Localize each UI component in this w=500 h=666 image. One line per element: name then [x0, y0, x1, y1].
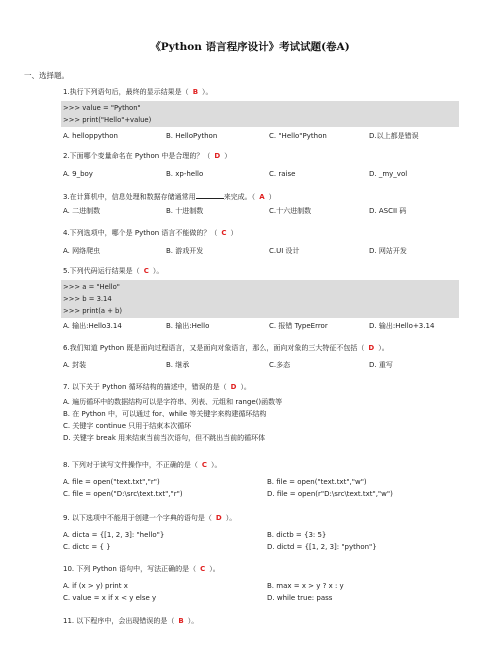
option-c: C. raise — [269, 170, 296, 178]
options-row — [63, 541, 473, 553]
option-b: B. 游戏开发 — [166, 247, 204, 255]
options-row — [63, 168, 473, 180]
option-d: D. 关键字 break 用来结束当前当次语句，但不跳出当前的循环体 — [63, 434, 266, 442]
answer-mark: B — [178, 617, 184, 625]
option-a: A. 网络爬虫 — [63, 247, 101, 255]
option-d: D. while true: pass — [267, 594, 333, 602]
question-text: 9. 以下选项中不能用于创建一个字典的语句是（ D ）。 — [63, 514, 237, 522]
options-row — [63, 580, 473, 592]
options-row — [63, 488, 473, 500]
question-3 — [63, 191, 473, 217]
option-a: A. 封装 — [63, 361, 87, 369]
question-7 — [63, 384, 473, 444]
question-11 — [63, 618, 473, 630]
question-5 — [63, 268, 473, 332]
question-4 — [63, 230, 473, 257]
option-c: C.UI 设计 — [269, 247, 300, 255]
code-block — [61, 101, 459, 127]
question-text: 1.执行下列语句后，最终的显示结果是（ B ）。 — [63, 88, 213, 96]
option-a: A. if (x > y) print x — [63, 582, 128, 590]
question-text: 7. 以下关于 Python 循环结构的描述中，错误的是（ D ）。 — [63, 383, 251, 391]
option-b: B. xp-hello — [166, 170, 204, 178]
option-d: D. 输出:Hello+3.14 — [369, 322, 435, 330]
code-line: >>> b = 3.14 — [63, 295, 112, 303]
question-text: 3.在计算机中，信息处理和数据存储通常用 来完成。（ A ） — [63, 193, 276, 201]
option-d: D. _my_vol — [369, 170, 408, 178]
option-b: B. dictb = {3: 5} — [267, 531, 327, 539]
answer-mark: C — [221, 229, 227, 237]
code-line: >>> print(a + b) — [63, 307, 123, 315]
question-text: 4.下列选项中，哪个是 Python 语言不能做的？（ C ） — [63, 229, 238, 237]
question-1 — [63, 89, 473, 142]
option-d: D. dictd = {[1, 2, 3]: "python"} — [267, 543, 377, 551]
question-text: 11. 以下程序中，会出现错误的是（ B ）。 — [63, 617, 199, 625]
question-9 — [63, 515, 473, 553]
option-d: D. file = open(r"D:\src\text.txt","w") — [267, 490, 393, 498]
option-b: B. 输出:Hello — [166, 322, 210, 330]
question-8 — [63, 462, 473, 500]
option-a: A. 9_boy — [63, 170, 93, 178]
answer-mark: C — [143, 267, 149, 275]
answer-mark: D — [215, 514, 222, 522]
question-text: 2.下面哪个变量命名在 Python 中是合理的？（ D ） — [63, 152, 232, 160]
option-c: C. "Hello"Python — [269, 132, 327, 140]
fill-blank — [196, 191, 224, 199]
option-c: C.多态 — [269, 361, 291, 369]
option-a: A. file = open("text.txt","r") — [63, 478, 160, 486]
option-b: B. file = open("text.txt","w") — [267, 478, 367, 486]
section-heading: 一、选择题。 — [24, 71, 69, 80]
option-c: C. value = x if x < y else y — [63, 594, 157, 602]
options-row — [63, 592, 473, 604]
option-c: C. 关键字 continue 只用于结束本次循环 — [63, 422, 192, 430]
options-row — [63, 359, 473, 371]
options-row — [63, 320, 473, 332]
answer-mark: D — [368, 344, 375, 352]
exam-title: 《Python 语言程序设计》考试试题(卷A) — [150, 41, 350, 53]
options-row — [63, 205, 473, 217]
question-text: 8. 下列对于读写文件操作中，不正确的是（ C ）。 — [63, 461, 222, 469]
question-text: 5.下列代码运行结果是（ C ）。 — [63, 267, 164, 275]
option-a: A. 二进制数 — [63, 207, 101, 215]
option-a: A. dicta = {[1, 2, 3]: "hello"} — [63, 531, 165, 539]
options-row — [63, 476, 473, 488]
options-row — [63, 245, 473, 257]
option-c: C. dictc = { } — [63, 543, 111, 551]
code-line: >>> value = "Python" — [63, 104, 141, 112]
question-6 — [63, 345, 473, 371]
question-10 — [63, 566, 473, 604]
answer-mark: D — [230, 383, 237, 391]
option-d: D. 重写 — [369, 361, 393, 369]
option-c: C. 报错 TypeError — [269, 322, 328, 330]
option-d: D. 网站开发 — [369, 247, 407, 255]
code-block — [61, 280, 459, 318]
option-d: D.以上都是错误 — [369, 132, 419, 140]
question-text: 10. 下列 Python 语句中，写法正确的是（ C ）。 — [63, 565, 220, 573]
answer-mark: B — [192, 88, 199, 96]
option-a: A. 输出:Hello3.14 — [63, 322, 122, 330]
options-row — [63, 130, 473, 142]
question-2 — [63, 153, 473, 180]
answer-mark: C — [201, 461, 208, 469]
answer-mark: C — [200, 565, 206, 573]
answer-mark: D — [214, 152, 221, 160]
option-a: A. helloppython — [63, 132, 118, 140]
code-line: >>> a = "Hello" — [63, 283, 120, 291]
option-b: B. 继承 — [166, 361, 190, 369]
option-b: B. 在 Python 中，可以通过 for、while 等关键字来构建循环结构 — [63, 410, 267, 418]
option-c: C.十六进制数 — [269, 207, 312, 215]
option-b: B. 十进制数 — [166, 207, 204, 215]
option-d: D. ASCII 码 — [369, 207, 407, 215]
answer-mark: A — [259, 193, 265, 201]
option-b: B. HelloPython — [166, 132, 218, 140]
option-c: C. file = open("D:\src\text.txt","r") — [63, 490, 183, 498]
option-b: B. max = x > y ? x : y — [267, 582, 344, 590]
code-line: >>> print("Hello"+value) — [63, 116, 152, 124]
option-a: A. 遍历循环中的数据结构可以是字符串、列表、元组和 range()函数等 — [63, 398, 283, 406]
question-text: 6.我们知道 Python 既是面向过程语言，又是面向对象语言，那么，面向对象的三大特征不包括（ D ）。 — [63, 344, 389, 352]
options-row — [63, 529, 473, 541]
